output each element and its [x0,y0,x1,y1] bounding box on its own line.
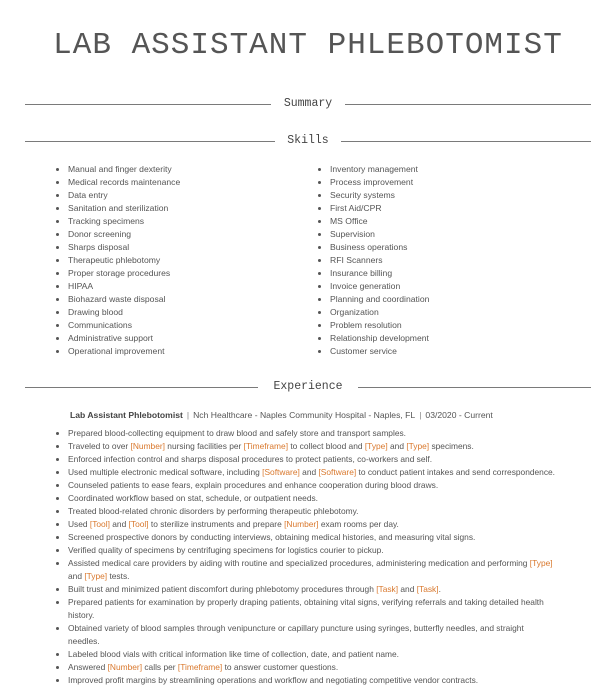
placeholder-token: [Type] [84,571,108,581]
placeholder-token: [Type] [529,558,553,568]
divider-line [345,104,591,105]
resume-title: LAB ASSISTANT PHLEBOTOMIST [53,28,563,63]
bullet-text: Treated blood-related chronic disorders by performing therapeutic phlebotomy. [68,506,359,516]
experience-heading: Experience [273,380,343,393]
bullet-text: and [109,519,129,529]
summary-section-header [25,96,591,112]
company-name: Nch Healthcare - Naples Community Hospital - Naples, FL [193,410,416,420]
experience-bullet [56,518,556,531]
bullet-text: and [299,467,319,477]
skill-item: Planning and coordination [317,293,429,306]
bullet-text: Screened prospective donors by conducting interviews, obtaining medical histories, and measuring vital signs. [68,532,476,542]
skill-item: Communications [55,319,180,332]
bullet-text: Assisted medical care providers by aiding with routine and specialized procedures, administering medication and performing [68,558,530,568]
experience-bullet [56,661,556,674]
experience-bullet [56,674,556,687]
skill-item: Operational improvement [55,345,180,358]
experience-bullet [56,492,556,505]
placeholder-token: [Number] [107,662,143,672]
skill-item: Relationship development [317,332,429,345]
bullet-text: and [387,441,407,451]
experience-bullet [56,544,556,557]
skill-item: First Aid/CPR [317,202,429,215]
experience-bullet [56,427,556,440]
skills-list-right [317,163,429,358]
separator: | [186,410,190,420]
experience-bullet [56,479,556,492]
bullet-text: calls per [142,662,178,672]
skills-section-header [25,133,591,149]
skill-item: HIPAA [55,280,180,293]
skill-item: Donor screening [55,228,180,241]
skill-item: Data entry [55,189,180,202]
skill-item: Drawing blood [55,306,180,319]
bullet-text: Enforced infection control and sharps disposal procedures to protect patients, co-workers and self. [68,454,433,464]
skill-item: RFI Scanners [317,254,429,267]
bullet-text: Prepared blood-collecting equipment to draw blood and safely store and transport samples. [68,428,406,438]
bullet-text: Built trust and minimized patient discomfort during phlebotomy procedures through [68,584,377,594]
bullet-text: Answered [68,662,108,672]
skill-item: Invoice generation [317,280,429,293]
job-dates: 03/2020 - Current [425,410,493,420]
skill-item: Sharps disposal [55,241,180,254]
placeholder-token: [Tool] [128,519,149,529]
skill-item: Sanitation and sterilization [55,202,180,215]
skill-item: Business operations [317,241,429,254]
bullet-text: Used [68,519,90,529]
placeholder-token: [Timeframe] [243,441,289,451]
bullet-text: Coordinated workflow based on stat, schedule, or outpatient needs. [68,493,319,503]
bullet-text: to conduct patient intakes and send correspondence. [356,467,556,477]
experience-bullet [56,622,556,648]
skill-item: Process improvement [317,176,429,189]
skills-heading: Skills [287,134,329,147]
bullet-text: tests. [107,571,130,581]
skill-item: Inventory management [317,163,429,176]
bullet-text: Verified quality of specimens by centrifuging specimens for logistics courier to pickup. [68,545,384,555]
bullet-text: Used multiple electronic medical software, including [68,467,263,477]
skill-item: MS Office [317,215,429,228]
skill-item: Tracking specimens [55,215,180,228]
bullet-text: Labeled blood vials with critical information like time of collection, date, and patient name. [68,649,399,659]
summary-heading: Summary [283,97,333,110]
experience-section-header [25,379,591,395]
skills-list-left [55,163,180,358]
experience-bullet [56,505,556,518]
placeholder-token: [Type] [364,441,388,451]
skill-item: Medical records maintenance [55,176,180,189]
bullet-text: Counseled patients to ease fears, explain procedures and enhance cooperation during blood draws. [68,480,439,490]
bullet-text: . [438,584,441,594]
experience-bullet [56,596,556,622]
skill-item: Organization [317,306,429,319]
job-title: Lab Assistant Phlebotomist [70,410,183,420]
separator: | [419,410,422,420]
skill-item: Administrative support [55,332,180,345]
bullet-text: nursing facilities per [164,441,244,451]
experience-bullet [56,440,556,453]
bullet-text: exam rooms per day. [318,519,399,529]
experience-bullet [56,583,556,596]
placeholder-token: [Type] [406,441,430,451]
bullet-text: Improved profit margins by streamlining operations and workflow and negotiating competitive vendor contracts. [68,675,479,685]
placeholder-token: [Software] [318,467,357,477]
placeholder-token: [Timeframe] [177,662,223,672]
bullet-text: to collect blood and [288,441,365,451]
placeholder-token: [Tool] [89,519,110,529]
placeholder-token: [Number] [284,519,319,529]
bullet-text: to answer customer questions. [222,662,339,672]
skill-item: Security systems [317,189,429,202]
experience-bullet [56,531,556,544]
bullet-text: and [68,571,85,581]
skill-item: Proper storage procedures [55,267,180,280]
placeholder-token: [Number] [130,441,165,451]
bullet-text: Traveled to over [68,441,131,451]
divider-line [358,387,591,388]
skill-item: Therapeutic phlebotomy [55,254,180,267]
experience-bullet [56,557,556,583]
bullet-text: to sterilize instruments and prepare [148,519,285,529]
bullet-text: Obtained variety of blood samples through venipuncture or capillary puncture using syringes, butterfly needles, and straight needles. [68,623,524,646]
experience-bullet [56,466,556,479]
skill-item: Supervision [317,228,429,241]
placeholder-token: [Task] [376,584,399,594]
placeholder-token: [Task] [416,584,439,594]
bullet-text: Prepared patients for examination by properly draping patients, obtaining vital signs, verifying referrals and taking detailed health history. [68,597,544,620]
bullet-text: and [398,584,417,594]
skill-item: Insurance billing [317,267,429,280]
divider-line [341,141,591,142]
skill-item: Biohazard waste disposal [55,293,180,306]
skill-item: Problem resolution [317,319,429,332]
experience-bullet [56,453,556,466]
job-header [70,409,493,421]
skill-item: Customer service [317,345,429,358]
placeholder-token: [Software] [262,467,300,477]
skill-item: Manual and finger dexterity [55,163,180,176]
experience-bullet [56,648,556,661]
bullet-text: specimens. [429,441,474,451]
experience-bullets [56,427,556,687]
